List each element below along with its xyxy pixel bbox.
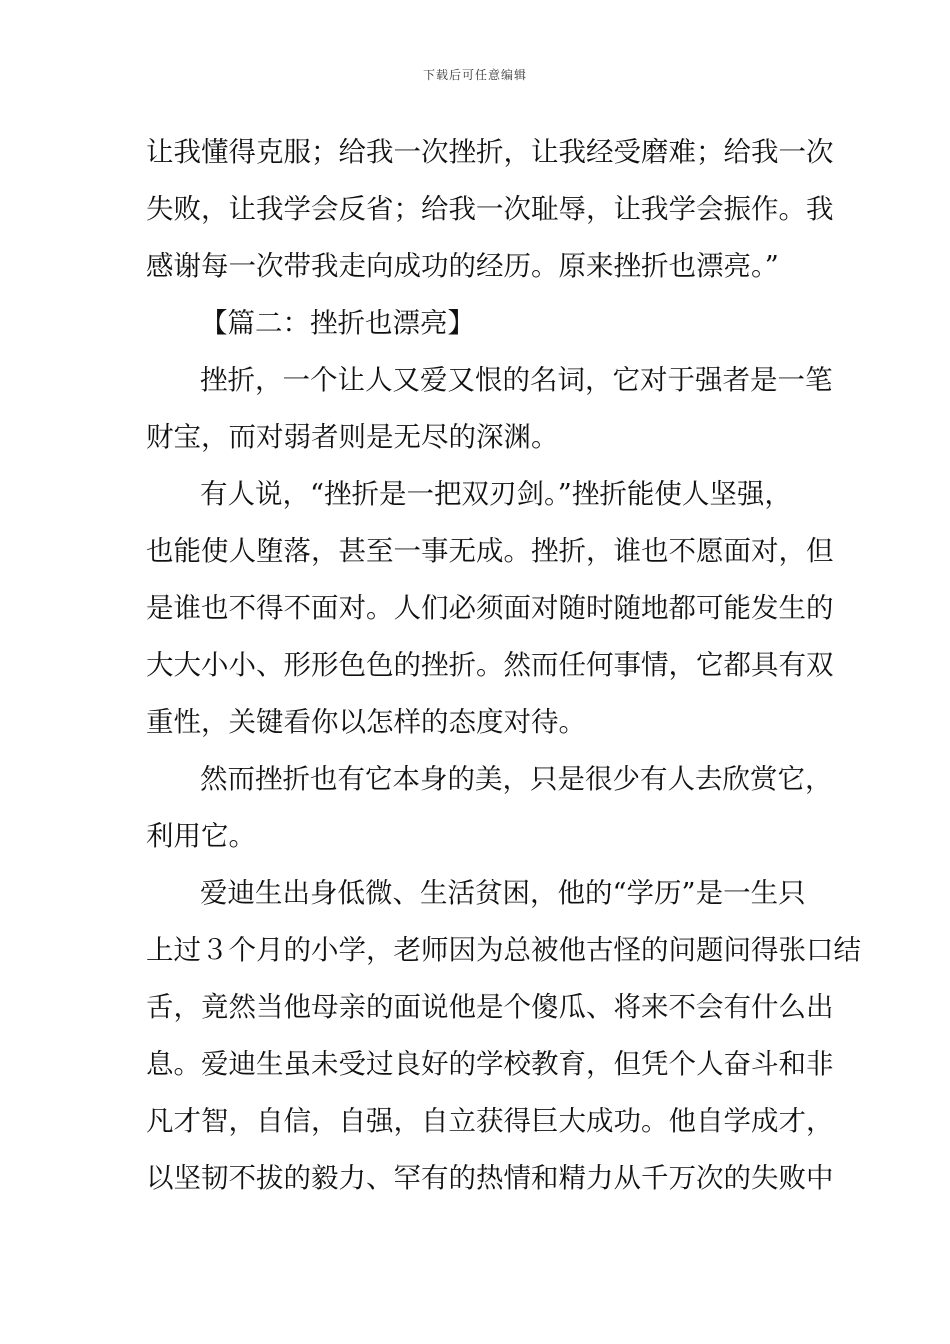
text-line: 让我懂得克服；给我一次挫折，让我经受磨难；给我一次 [146,136,834,168]
text-line: 爱迪生出身低微、生活贫困，他的“学历”是一生只 [200,877,806,909]
text-line: 是谁也不得不面对。人们必须面对随时随地都可能发生的 [146,592,834,624]
text-line: 感谢每一次带我走向成功的经历。原来挫折也漂亮。” [146,250,779,282]
section-heading: 【篇二：挫折也漂亮】 [200,307,475,339]
text-line: 舌，竟然当他母亲的面说他是个傻瓜、将来不会有什么出 [146,991,834,1023]
text-line: 息。爱迪生虽未受过良好的学校教育，但凭个人奋斗和非 [146,1048,834,1080]
text-line: 也能使人堕落，甚至一事无成。挫折，谁也不愿面对，但 [146,535,834,567]
text-line: 失败，让我学会反省；给我一次耻辱，让我学会振作。我 [146,193,834,225]
page-header: 下载后可任意编辑 [422,68,527,82]
text-line: 利用它。 [146,820,256,852]
text-line: 财宝，而对弱者则是无尽的深渊。 [146,421,559,453]
text-line: 然而挫折也有它本身的美，只是很少有人去欣赏它， [200,763,833,795]
text-line: 上过３个月的小学，老师因为总被他古怪的问题问得张口结 [146,934,861,966]
text-line: 以坚韧不拔的毅力、罕有的热情和精力从千万次的失败中 [146,1162,834,1194]
text-line: 有人说，“挫折是一把双刃剑。”挫折能使人坚强， [200,478,792,510]
text-line: 挫折，一个让人又爱又恨的名词，它对于强者是一笔 [200,364,833,396]
text-line: 凡才智，自信，自强，自立获得巨大成功。他自学成才， [146,1105,834,1137]
text-line: 大大小小、形形色色的挫折。然而任何事情，它都具有双 [146,649,834,681]
text-line: 重性，关键看你以怎样的态度对待。 [146,706,586,738]
